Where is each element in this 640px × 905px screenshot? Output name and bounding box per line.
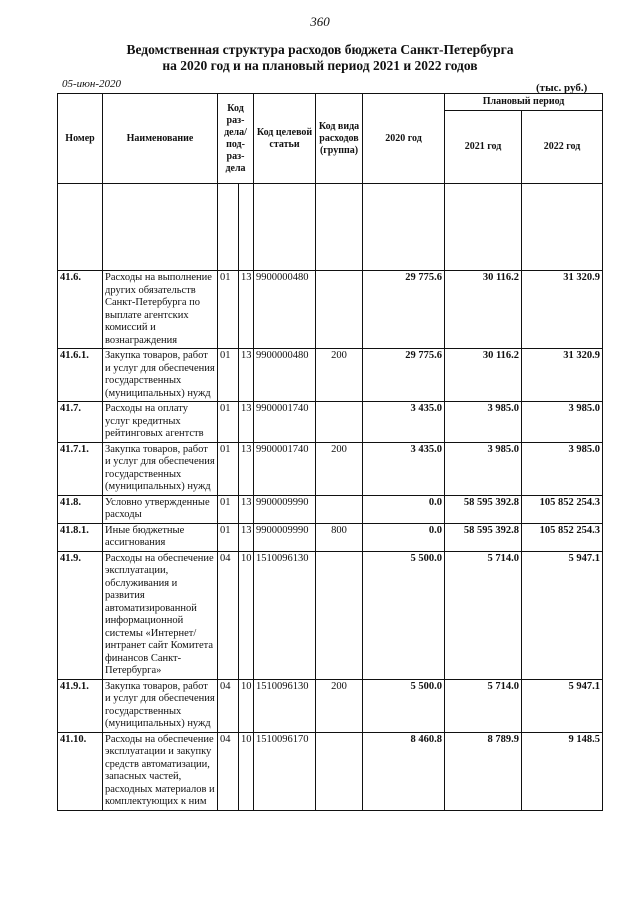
row-expense-type: [316, 271, 363, 349]
row-section: 04: [218, 679, 239, 732]
title-line-1: Ведомственная структура расходов бюджета Санкт-Петербурга: [126, 42, 514, 57]
units-label: (тыс. руб.): [536, 82, 588, 94]
header-spacer-row: [58, 184, 603, 271]
row-target-code: 1510096130: [254, 551, 316, 679]
header-expense-type-code: Код вида расходов (группа): [316, 94, 363, 184]
row-number: 41.6.1.: [58, 349, 103, 402]
header-target-code: Код целевой статьи: [254, 94, 316, 184]
row-section: 04: [218, 732, 239, 810]
table-row: [58, 349, 603, 402]
table-row: [58, 271, 603, 349]
row-amount-2020: 8 460.8: [363, 732, 445, 810]
row-name: Расходы на выполнение других обязательств Санкт-Петербурга по выплате агентских комиссий и вознаграждения: [103, 271, 218, 349]
row-amount-2022: 3 985.0: [522, 442, 603, 495]
table-row: [58, 551, 603, 679]
header-year-2020: 2020 год: [363, 94, 445, 184]
row-subsection: 13: [239, 271, 254, 349]
row-amount-2020: 3 435.0: [363, 442, 445, 495]
row-expense-type: [316, 402, 363, 443]
row-subsection: 13: [239, 349, 254, 402]
table-row: [58, 732, 603, 810]
header-year-2021: 2021 год: [445, 111, 522, 184]
document-title: [0, 42, 640, 74]
row-number: 41.9.1.: [58, 679, 103, 732]
row-expense-type: 800: [316, 523, 363, 551]
row-subsection: 13: [239, 495, 254, 523]
row-target-code: 9900000480: [254, 271, 316, 349]
document-date: 05-июн-2020: [62, 78, 122, 90]
row-section: 01: [218, 523, 239, 551]
row-number: 41.6.: [58, 271, 103, 349]
row-amount-2021: 5 714.0: [445, 551, 522, 679]
row-target-code: 1510096170: [254, 732, 316, 810]
row-target-code: 1510096130: [254, 679, 316, 732]
row-subsection: 13: [239, 523, 254, 551]
row-number: 41.7.: [58, 402, 103, 443]
table-row: [58, 495, 603, 523]
row-amount-2022: 31 320.9: [522, 349, 603, 402]
budget-table: [57, 93, 603, 811]
table-row: [58, 442, 603, 495]
row-amount-2021: 30 116.2: [445, 271, 522, 349]
row-expense-type: 200: [316, 442, 363, 495]
header-year-2022: 2022 год: [522, 111, 603, 184]
row-amount-2020: 0.0: [363, 523, 445, 551]
row-target-code: 9900001740: [254, 402, 316, 443]
row-expense-type: [316, 732, 363, 810]
row-expense-type: 200: [316, 349, 363, 402]
row-amount-2021: 3 985.0: [445, 402, 522, 443]
header-name: Наименование: [103, 94, 218, 184]
row-amount-2021: 58 595 392.8: [445, 523, 522, 551]
row-expense-type: [316, 495, 363, 523]
header-section-code: Код раз-дела/ под-раз-дела: [218, 94, 254, 184]
row-amount-2021: 3 985.0: [445, 442, 522, 495]
row-subsection: 10: [239, 551, 254, 679]
header-number: Номер: [58, 94, 103, 184]
row-section: 01: [218, 495, 239, 523]
row-name: Иные бюджетные ассигнования: [103, 523, 218, 551]
table-row: [58, 402, 603, 443]
row-section: 01: [218, 349, 239, 402]
row-expense-type: 200: [316, 679, 363, 732]
page-number: 360: [310, 14, 330, 29]
row-amount-2022: 9 148.5: [522, 732, 603, 810]
row-name: Условно утвержденные расходы: [103, 495, 218, 523]
row-section: 01: [218, 402, 239, 443]
header-planned-period: Плановый период: [445, 94, 603, 111]
row-section: 04: [218, 551, 239, 679]
row-subsection: 10: [239, 679, 254, 732]
row-number: 41.7.1.: [58, 442, 103, 495]
row-amount-2021: 58 595 392.8: [445, 495, 522, 523]
row-number: 41.8.1.: [58, 523, 103, 551]
row-number: 41.8.: [58, 495, 103, 523]
row-amount-2022: 5 947.1: [522, 551, 603, 679]
row-name: Закупка товаров, работ и услуг для обеспечения государственных (муниципальных) нужд: [103, 679, 218, 732]
row-target-code: 9900000480: [254, 349, 316, 402]
row-amount-2022: 105 852 254.3: [522, 523, 603, 551]
row-amount-2021: 8 789.9: [445, 732, 522, 810]
row-amount-2020: 29 775.6: [363, 349, 445, 402]
row-amount-2022: 5 947.1: [522, 679, 603, 732]
row-name: Расходы на обеспечение эксплуатации и закупку средств автоматизации, запасных частей, расходных материалов и комплектующих к ним: [103, 732, 218, 810]
row-name: Закупка товаров, работ и услуг для обеспечения государственных (муниципальных) нужд: [103, 442, 218, 495]
row-name: Расходы на оплату услуг кредитных рейтинговых агентств: [103, 402, 218, 443]
row-amount-2020: 5 500.0: [363, 551, 445, 679]
row-subsection: 10: [239, 732, 254, 810]
row-target-code: 9900001740: [254, 442, 316, 495]
row-amount-2020: 3 435.0: [363, 402, 445, 443]
row-name: Расходы на обеспечение эксплуатации, обслуживания и развития автоматизированной информационной системы «Интернет/интранет сайт Комитета финансов Санкт-Петербурга»: [103, 551, 218, 679]
row-subsection: 13: [239, 402, 254, 443]
table-row: [58, 523, 603, 551]
row-target-code: 9900009990: [254, 495, 316, 523]
row-amount-2020: 5 500.0: [363, 679, 445, 732]
row-expense-type: [316, 551, 363, 679]
row-name: Закупка товаров, работ и услуг для обеспечения государственных (муниципальных) нужд: [103, 349, 218, 402]
row-target-code: 9900009990: [254, 523, 316, 551]
row-section: 01: [218, 442, 239, 495]
row-amount-2022: 31 320.9: [522, 271, 603, 349]
row-section: 01: [218, 271, 239, 349]
row-amount-2022: 3 985.0: [522, 402, 603, 443]
row-amount-2021: 5 714.0: [445, 679, 522, 732]
row-amount-2022: 105 852 254.3: [522, 495, 603, 523]
row-amount-2021: 30 116.2: [445, 349, 522, 402]
row-amount-2020: 29 775.6: [363, 271, 445, 349]
row-amount-2020: 0.0: [363, 495, 445, 523]
row-number: 41.10.: [58, 732, 103, 810]
title-line-2: на 2020 год и на плановый период 2021 и 2022 годов: [162, 58, 478, 73]
row-subsection: 13: [239, 442, 254, 495]
table-row: [58, 679, 603, 732]
row-number: 41.9.: [58, 551, 103, 679]
